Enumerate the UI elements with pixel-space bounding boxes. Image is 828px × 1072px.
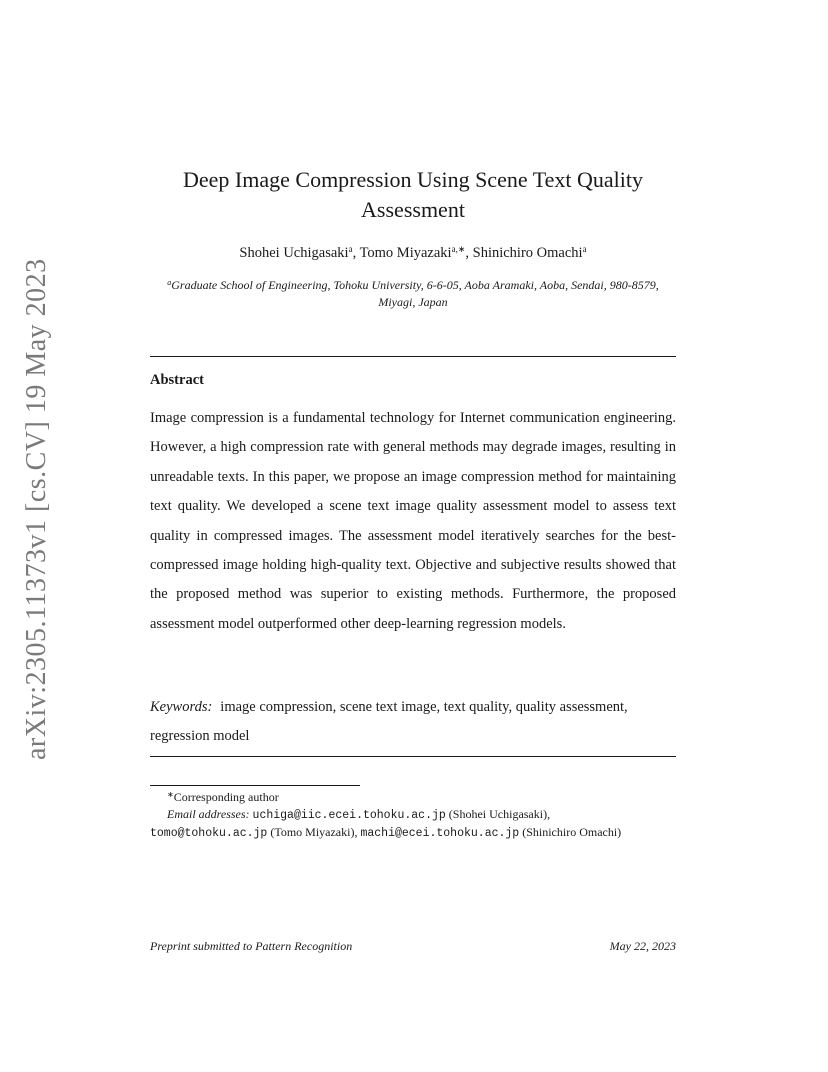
author-name: Shinichiro Omachi [472,245,583,261]
paper-title: Deep Image Compression Using Scene Text Quality Assessment [183,167,643,222]
email-owner: (Tomo Miyazaki), [270,825,358,839]
email-owner: (Shinichiro Omachi) [522,825,622,839]
keywords [150,693,650,752]
email-owner: (Shohei Uchigasaki), [448,806,551,821]
abstract-top-rule [150,356,676,357]
author-list: Shohei Uchigasaki$^a$, Tomo Miyazaki$^{a,∗}$, Shinichiro Omachi$^a$ [239,244,587,261]
corresponding-author-text: Corresponding author [173,790,279,804]
author-affiliation-mark: a [348,244,353,254]
footnotes [150,789,690,843]
keywords-text: image compression, scene text image, text quality, quality assessment, regression model [150,699,628,745]
author-affiliation-mark: a [582,244,587,254]
email-address[interactable]: uchiga@iic.ecei.tohoku.ac.jp [252,808,446,822]
keywords-label: Keywords: [150,699,213,715]
author-name: Shohei Uchigasaki [239,245,349,261]
preprint-note: Preprint submitted to Pattern Recognition [150,939,353,953]
email-address[interactable]: machi@ecei.tohoku.ac.jp [360,827,520,840]
email-line-2 [150,824,690,843]
footnote-rule [150,785,360,786]
abstract-bottom-rule [150,756,676,757]
footnote-mark: ∗ [167,790,174,799]
email-line-1 [150,806,690,825]
email-address[interactable]: tomo@tohoku.ac.jp [150,827,268,840]
email-label: Email addresses: [167,806,250,821]
affiliation-mark: a [167,278,172,287]
corresponding-author-note [150,789,690,806]
affiliation [150,277,676,311]
affiliation-text: Graduate School of Engineering, Tohoku University, 6-6-05, Aoba Aramaki, Aoba, Sendai, 980-8579, Miyagi, Japan [171,278,659,309]
footer-date: May 22, 2023 [609,939,676,953]
arxiv-identifier-stamp: arXiv:2305.11373v1 [cs.CV] 19 May 2023 [21,258,52,760]
abstract-heading: Abstract [150,372,204,388]
abstract-body: Image compression is a fundamental technology for Internet communication engineering. However, a high compression rate with general methods may degrade images, resulting in unreadable texts. In this paper, we propose an image compression method for maintaining text quality. We developed a scene text image quality assessment model to assess text quality in compressed images. The assessment model iteratively searches for the best-compressed image holding high-quality text. Objective and subjective results showed that the proposed method was superior to existing methods. Furthermore, the proposed assessment model outperformed other deep-learning regression models. [150,410,676,632]
author-affiliation-mark: a,∗ [451,244,466,254]
author-name: Tomo Miyazaki [359,245,452,261]
